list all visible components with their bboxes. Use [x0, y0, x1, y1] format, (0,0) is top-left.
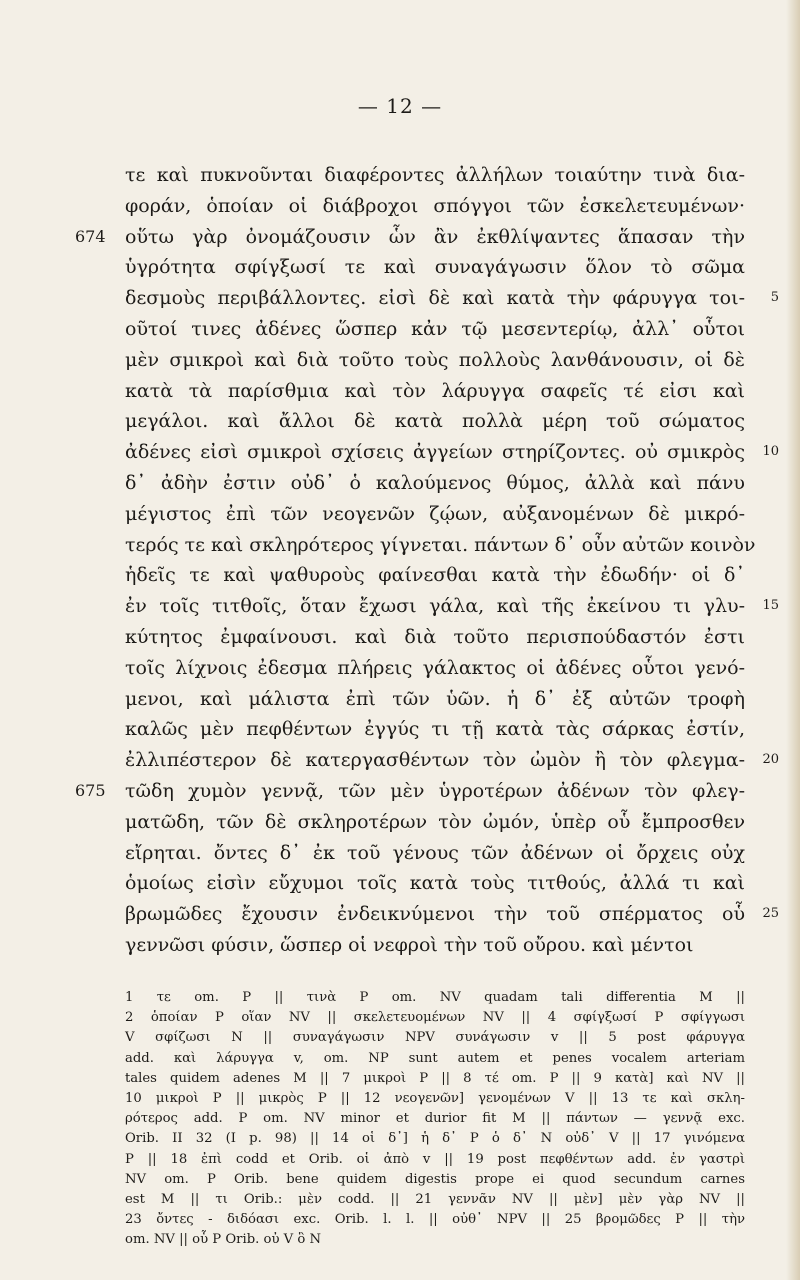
apparatus-line: 2 ὁποίαν P οἵαν NV || σκελετευομένων NV || 4 σφίγξωσί P σφίγγωσι: [125, 1010, 745, 1026]
text-line: [125, 622, 745, 653]
text-line: [125, 868, 745, 899]
apparatus-line: 10 μικροὶ P || μικρὸς P || 12 νεογενῶν] γενομένων V || 13 τε καὶ σκλη-: [125, 1090, 745, 1106]
text-line-content: δ᾽ ἀδὴν ἐστιν οὐδ᾽ ὁ καλούμενος θύμος, ἀλλὰ καὶ πάνυ: [125, 471, 745, 494]
apparatus-line: 1 τε om. P || τινὰ P om. NV quadam tali differentia M ||: [125, 990, 745, 1005]
text-line: [125, 838, 745, 869]
line-number: 15: [762, 598, 779, 614]
text-line-content: μεγάλοι. καὶ ἄλλοι δὲ κατὰ πολλὰ μέρη τοῦ σώματος: [125, 410, 745, 433]
text-line-content: γεννῶσι φύσιν, ὥσπερ οἱ νεφροὶ τὴν τοῦ οὔρου. καὶ μέντοι: [125, 933, 694, 956]
text-line-content: κατὰ τὰ παρίσθμια καὶ τὸν λάρυγγα σαφεῖς τέ εἰσι καὶ: [125, 379, 745, 402]
text-line-content: ὑγρότητα σφίγξωσί τε καὶ συναγάγωσιν ὅλον τὸ σῶμα: [125, 256, 745, 279]
apparatus-line: add. καὶ λάρυγγα v, om. NP sunt autem et penes vocalem arteriam: [125, 1050, 745, 1066]
margin-page-reference: 674: [75, 226, 106, 246]
text-line-content: ὁμοίως εἰσὶν εὔχυμοι τοῖς κατὰ τοὺς τιτθούς, ἀλλά τι καὶ: [125, 872, 745, 895]
text-line: [125, 807, 745, 838]
margin-page-reference: 675: [75, 780, 106, 800]
text-line-content: τε καὶ πυκνοῦνται διαφέροντες ἀλλήλων τοιαύτην τινὰ δια-: [125, 164, 745, 186]
text-line: [125, 376, 745, 407]
text-line-content: τοῖς λίχνοις ἐδεσμα πλήρεις γάλακτος οἱ ἀδένες οὗτοι γενό-: [125, 656, 745, 679]
text-line-content: ἐλλιπέστερον δὲ κατεργασθέντων τὸν ὠμὸν ἢ τὸν φλεγμα-: [125, 749, 745, 772]
text-line-content: τερός τε καὶ σκληρότερος γίγνεται. πάντων δ᾽ οὖν αὐτῶν κοινὸν: [125, 533, 756, 556]
text-line: [125, 684, 745, 715]
text-line-content: δεσμοὺς περιβάλλοντες. εἰσὶ δὲ καὶ κατὰ τὴν φάρυγγα τοι-: [125, 287, 745, 310]
apparatus-line: V σφίζωσι N || συναγάγωσιν NPV συνάγωσιν v || 5 post φάρυγγα: [125, 1030, 745, 1046]
greek-text-body: [75, 160, 779, 961]
apparatus-line: ρότερος add. P om. NV minor et durior fit M || πάντων — γεννᾷ exc.: [125, 1111, 745, 1127]
text-line-content: κύτητος ἐμφαίνουσι. καὶ διὰ τοῦτο περισπούδαστόν ἐστι: [125, 625, 745, 648]
line-number: 5: [770, 290, 779, 306]
text-line: [75, 222, 745, 253]
apparatus-line: om. NV || οὗ P Orib. οὐ V ὃ N: [125, 1232, 322, 1248]
text-line: [125, 899, 779, 930]
text-line-content: ματῶδη, τῶν δὲ σκληροτέρων τὸν ὠμόν, ὑπὲρ οὗ ἔμπροσθεν: [125, 810, 745, 833]
text-line: [125, 252, 745, 283]
critical-apparatus: [125, 988, 745, 1250]
text-line-content: ἐν τοῖς τιτθοῖς, ὅταν ἔχωσι γάλα, καὶ τῆς ἐκείνου τι γλυ-: [125, 595, 745, 618]
text-line: [125, 930, 745, 961]
text-line: [125, 191, 745, 222]
text-line: [125, 314, 745, 345]
text-line-content: φοράν, ὁποίαν οἱ διάβροχοι σπόγγοι τῶν ἐσκελετευμένων·: [125, 194, 745, 217]
apparatus-line: est M || τι Orib.: μὲν codd. || 21 γεννᾶν NV || μὲν] μὲν γὰρ NV ||: [125, 1191, 745, 1207]
text-line-content: μενοι, καὶ μάλιστα ἐπὶ τῶν ὑῶν. ἡ δ᾽ ἐξ αὐτῶν τροφὴ: [125, 687, 745, 710]
page-edge-shadow: [786, 0, 800, 1280]
text-line-content: ἡδεῖς τε καὶ ψαθυροὺς φαίνεσθαι κατὰ τὴν ἐδωδήν· οἱ δ᾽: [125, 564, 745, 587]
text-line: [125, 283, 779, 314]
text-line: [125, 406, 745, 437]
line-number: 25: [762, 906, 779, 922]
apparatus-line: P || 18 ἐπὶ codd et Orib. οἱ ἀπὸ v || 19 post πεφθέντων add. ἐν γαστρὶ: [125, 1151, 745, 1167]
text-line-content: εἴρηται. ὄντες δ᾽ ἐκ τοῦ γένους τῶν ἀδένων οἱ ὄρχεις οὐχ: [125, 841, 745, 864]
text-line-content: οῦτοί τινες ἀδένες ὥσπερ κἀν τῷ μεσεντερίῳ, ἀλλ᾽ οὗτοι: [125, 317, 745, 340]
apparatus-line: 23 ὄντες - διδόασι exc. Orib. l. l. || οὐθ᾽ NPV || 25 βρομῶδες P || τὴν: [125, 1212, 745, 1228]
line-number: 10: [762, 444, 779, 460]
text-line: [125, 745, 779, 776]
apparatus-line: tales quidem adenes M || 7 μικροὶ P || 8 τέ om. P || 9 κατὰ] καὶ NV ||: [125, 1070, 745, 1086]
text-line: [125, 530, 756, 561]
apparatus-line: Orib. II 32 (I p. 98) || 14 οἱ δ᾽] ἡ δ᾽ P ὁ δ᾽ N οὐδ᾽ V || 17 γινόμενα: [125, 1131, 745, 1147]
text-line: [125, 468, 745, 499]
text-line: [125, 160, 745, 191]
text-line-content: μέγιστος ἐπὶ τῶν νεογενῶν ζῴων, αὐξανομένων δὲ μικρό-: [125, 502, 745, 525]
text-line: [125, 591, 779, 622]
text-line-content: οὕτω γὰρ ὀνομάζουσιν ὧν ἂν ἐκθλίψαντες ἅπασαν τὴν: [125, 225, 745, 248]
apparatus-line: NV om. P Orib. bene quidem digestis prope ei quod secundum carnes: [125, 1171, 745, 1187]
text-line: [125, 437, 779, 468]
text-line: [125, 499, 745, 530]
text-line: [125, 714, 745, 745]
text-line-content: βρωμῶδες ἔχουσιν ἐνδεικνύμενοι τὴν τοῦ σπέρματος οὗ: [125, 903, 745, 926]
page-number: — 12 —: [357, 94, 443, 118]
text-line: [125, 345, 745, 376]
text-line: [125, 560, 745, 591]
text-line-content: μὲν σμικροὶ καὶ διὰ τοῦτο τοὺς πολλοὺς λανθάνουσιν, οἱ δὲ: [125, 348, 745, 371]
text-line: [125, 653, 745, 684]
text-line: [75, 776, 745, 807]
text-line-content: τῶδη χυμὸν γεννᾷ, τῶν μὲν ὑγροτέρων ἀδένων τὸν φλεγ-: [125, 779, 745, 802]
line-number: 20: [762, 752, 779, 768]
text-line-content: καλῶς μὲν πεφθέντων ἐγγύς τι τῇ κατὰ τὰς σάρκας ἐστίν,: [125, 718, 745, 741]
text-line-content: ἀδένες εἰσὶ σμικροὶ σχίσεις ἀγγείων στηρίζοντες. οὐ σμικρὸς: [125, 441, 745, 464]
